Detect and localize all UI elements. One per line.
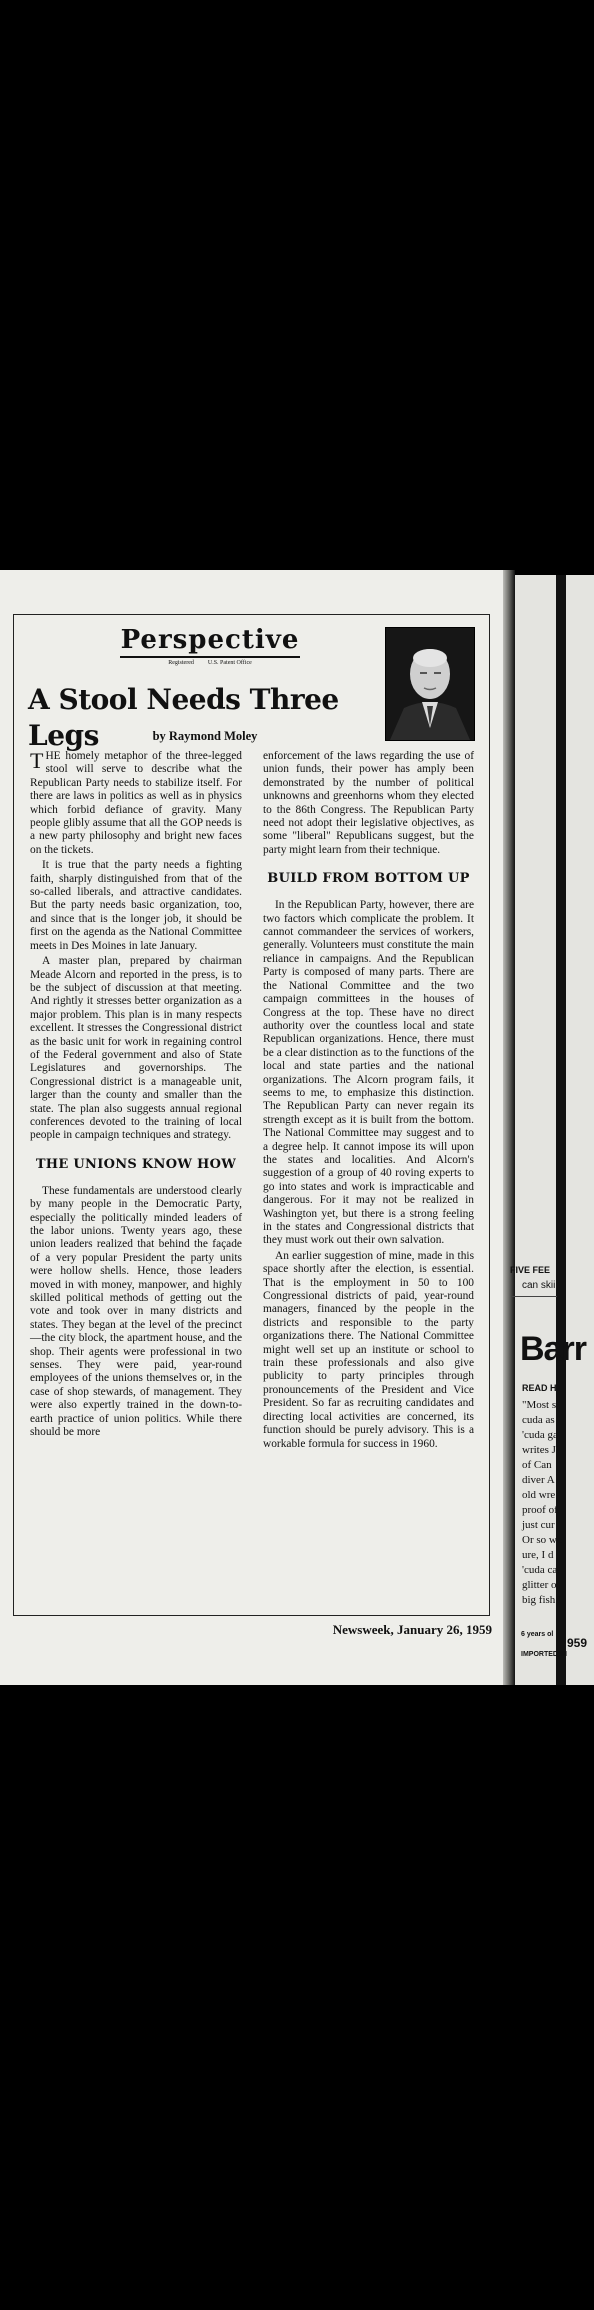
article-paragraph: It is true that the party needs a fighting faith, sharply distinguished from that of the so-called liberals, and attractive candidates. But the party needs basic organization, too, and since that is the longer job, it should be first on the agenda as the National Committee meets in Des Moines in late January. bbox=[30, 859, 242, 952]
author-portrait-photo bbox=[385, 627, 475, 741]
magazine-page bbox=[0, 570, 505, 1685]
ad-line: ure, I d bbox=[522, 1549, 554, 1561]
ad-rule bbox=[512, 1296, 557, 1297]
masthead-patent: U.S. Patent Office bbox=[207, 660, 252, 666]
section-heading-unions: THE UNIONS KNOW HOW bbox=[35, 1156, 237, 1172]
article-paragraph: A master plan, prepared by chairman Meade Alcorn and reported in the press, is to be the subject of discussion at that meeting. And rightly it stresses better organization as a major problem. This plan is in many respects excellent. It stresses the Congressional district as the basic unit for work in regaining control of the Federal government and also of State Legislatures and governorships. The Congressional district is a manageable unit, larger than the county and smaller than the state. The plan also suggests annual regional conferences devoted to the training of local people in campaign techniques and strategy. bbox=[30, 955, 242, 1142]
page-footer-dateline: Newsweek, January 26, 1959 bbox=[332, 1622, 492, 1637]
adjacent-page-year: 959 bbox=[567, 1636, 588, 1650]
ad-line: big fish i bbox=[522, 1594, 562, 1606]
column-masthead bbox=[120, 626, 300, 667]
ad-fragment-five: FIVE FEE bbox=[510, 1265, 551, 1275]
article-byline: by Raymond Moley bbox=[152, 729, 258, 743]
masthead-rule bbox=[120, 656, 300, 658]
ad-line: writes J bbox=[522, 1444, 556, 1456]
ad-fragment-imported: IMPORTED IN bbox=[521, 1651, 567, 1658]
ad-fragment-skin: can skii bbox=[522, 1280, 556, 1291]
ad-line: just cur bbox=[522, 1519, 555, 1531]
ad-line: Or so we bbox=[522, 1534, 562, 1546]
article-paragraph: These fundamentals are understood clearly by many people in the Democratic Party, especially the politically minded leaders of the labor unions. Twenty years ago, these union leaders realized that behind the façade of a very popular President the party units were hollow shells. Hence, those leaders moved in with money, manpower, and highly skilled political methods of getting out the vote and took over in many districts and states. They began at the level of the precinct—the city block, the apartment house, and the shop. Their agents were professional in two senses. They were paid, year-round employees of the unions themselves or, in the case of shop stewards, of management. They were also expertly trained in the down-to-earth practice of union politics. While there should be more bbox=[30, 1184, 242, 1439]
drop-cap: T bbox=[30, 748, 44, 773]
article-column-right bbox=[263, 750, 474, 1453]
ad-line: of Can bbox=[522, 1459, 552, 1471]
ad-fragment-brand: Barr bbox=[520, 1330, 586, 1368]
article-headline: A Stool Needs Three Legs bbox=[28, 683, 339, 752]
ad-fragment-body bbox=[522, 1398, 562, 1608]
article-paragraph: In the Republican Party, however, there are two factors which complicate the problem. It cannot commandeer the services of workers, generally. Volunteers must constitute the main reliance in campaigns. And the Republican Party is composed of many parts. There are the National Committee and the two campaign committees in the houses of Congress at the top. These have no direct authority over the countless local and state Republican organizations. Hence, there must be a clear distinction as to the functions of the local and state parties and the national organizations. The Alcorn program fails, it seems to me, to emphasize this distinction. The Republican Party can never regain its strength except as it is built from the bottom. The National Committee may suggest and to a degree help. It cannot impose its will upon the states and localities. And Alcorn's suggestion of a group of 40 roving experts to go into states and work is impracticable and dangerous. For it may not be realized in Washington yet, but there is a strong feeling in the states and Congressional districts that they must work out their own salvation. bbox=[263, 899, 474, 1247]
article-paragraph bbox=[30, 750, 242, 857]
masthead-title: Perspective bbox=[120, 625, 300, 655]
paragraph-text: HE homely metaphor of the three-legged stool will serve to describe what the Republican Party needs to stabilize itself. For there are laws in politics as well as in physics which forbid defiance of gravity. Many people glibly assume that all the GOP needs is a new party philosophy and bright new faces on the tickets. bbox=[30, 750, 242, 856]
masthead-registered: Registered bbox=[168, 660, 194, 666]
ad-line: 'cuda ga bbox=[522, 1429, 558, 1441]
article-column-left bbox=[30, 750, 242, 1442]
ad-line: glitter o bbox=[522, 1579, 557, 1591]
ad-line: cuda as bbox=[522, 1414, 555, 1426]
section-heading-build: BUILD FROM BOTTOM UP bbox=[267, 871, 470, 887]
portrait-illustration bbox=[386, 628, 474, 740]
ad-fragment-years: 6 years ol bbox=[521, 1631, 554, 1638]
ad-line: 'cuda ca bbox=[522, 1564, 558, 1576]
page-gutter-shadow bbox=[503, 570, 515, 1685]
ad-line: "Most s· bbox=[522, 1399, 560, 1411]
ad-line: diver A bbox=[522, 1474, 555, 1486]
ad-line: proof of bbox=[522, 1504, 558, 1516]
ad-line: old wre bbox=[522, 1489, 556, 1501]
ad-fragment-read: READ H bbox=[522, 1383, 557, 1393]
masthead-subline bbox=[120, 659, 300, 667]
article-paragraph: An earlier suggestion of mine, made in this space shortly after the election, is essential. That is the employment in 50 to 100 Congressional districts of paid, year-round managers, financed by the people in the districts and responsible to the party organizations there. The National Committee might well set up an institute or school to train these professionals and also give publicity to party principles through pronouncements of the President and Vice President. So far as recruiting candidates and directing local activities are concerned, its function should be purely advisory. This is a workable formula for success in 1960. bbox=[263, 1249, 474, 1450]
article-paragraph: enforcement of the laws regarding the use of union funds, their power has amply been demonstrated by the number of political unknowns and greenhorns whom they elected to the 86th Congress. The Republican Party need not adopt their legislative objectives, as some "liberal" Republicans suggest, but the party might learn from their technique. bbox=[263, 750, 474, 856]
